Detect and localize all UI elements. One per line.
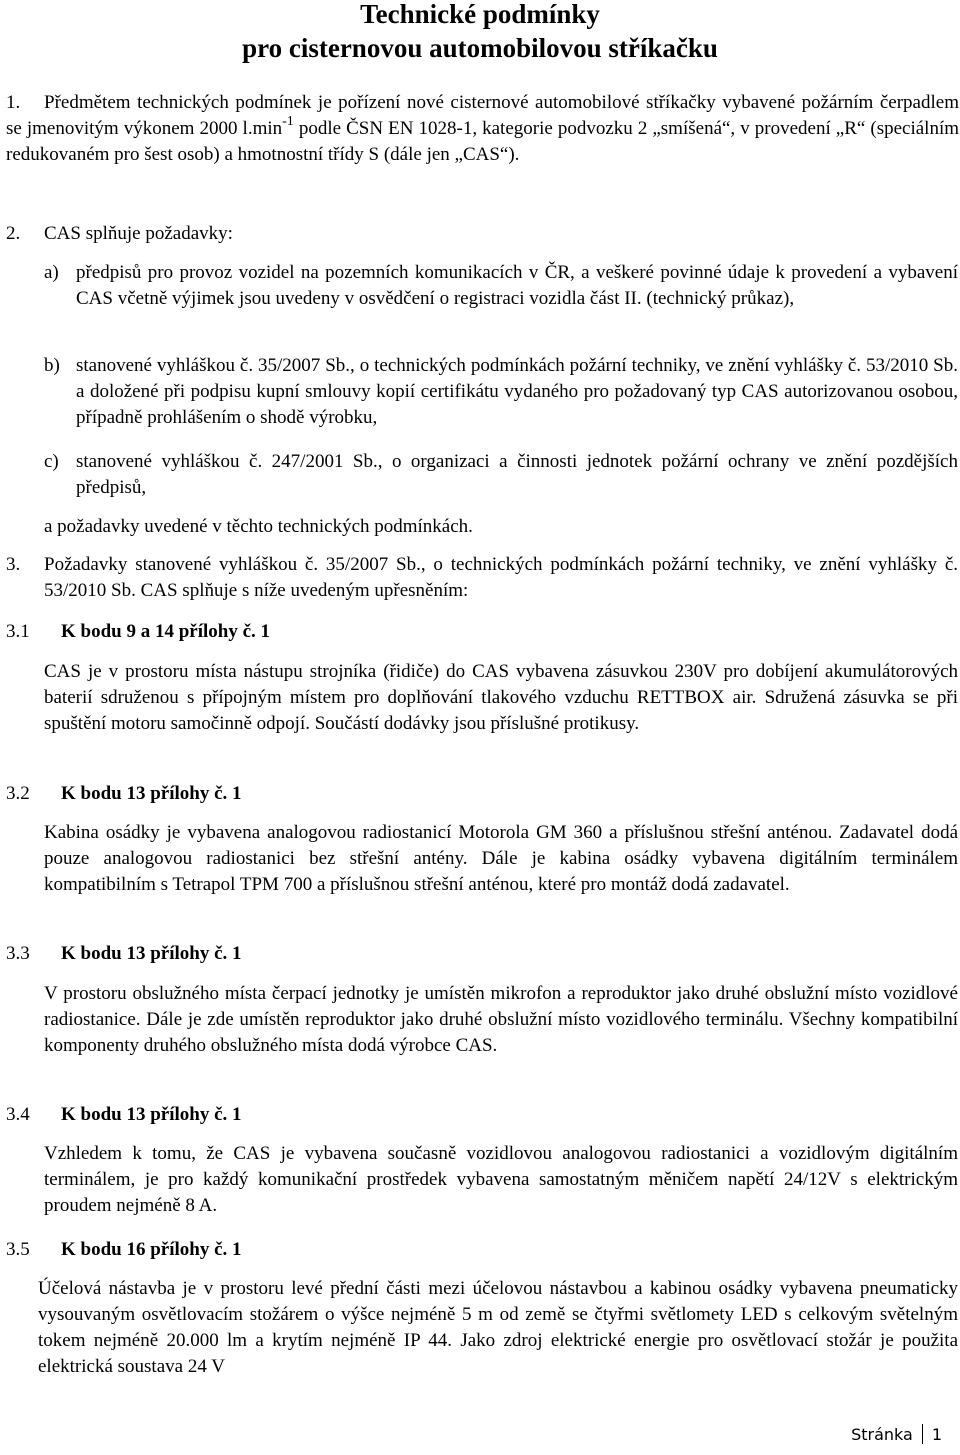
page-number: 1: [931, 1425, 942, 1444]
item1-text-b: podle ČSN EN 1028-1, kategorie podvozku 2 „smíšená“, v provedení „R“ (speciálním redukovaném pro šest osob) a hmotnostní třídy S (dále jen „CAS“).: [6, 118, 960, 165]
section-3-2-number: 3.2: [6, 783, 30, 804]
document-title-line2: pro cisternovou automobilovou stříkačku: [242, 33, 718, 63]
section-3-5-text: Účelová nástavba je v prostoru levé přední části mezi účelovou nástavbou a kabinou osádky vybavena pneumaticky vysouvaným osvětlovacím stožárem o výšce nejméně 5 m od země se čtyřmi světlomety LED s celkovým světelným tokem nejméně 20.000 lm a krytím nejméně IP 44. Jako zdroj elektrické energie pro osvětlovací stožár je použita elektrická soustava 24 V: [38, 1278, 958, 1377]
item3-number: 3.: [6, 554, 21, 575]
item3-text: Požadavky stanovené vyhláškou č. 35/2007 Sb., o technických podmínkách požární techniky, ve znění vyhlášky č. 53/2010 Sb. CAS splňuje s níže uvedeným upřesněním:: [44, 554, 958, 601]
item2-text: CAS splňuje požadavky:: [44, 223, 233, 244]
item2-sub-c-text: stanovené vyhláškou č. 247/2001 Sb., o organizaci a činnosti jednotek požární ochrany ve znění pozdějších předpisů,: [76, 451, 958, 498]
section-3-3-heading: K bodu 13 přílohy č. 1: [61, 943, 242, 964]
page-number-divider: [922, 1424, 923, 1444]
section-3-2-heading: K bodu 13 přílohy č. 1: [61, 783, 242, 804]
page-label: Stránka: [851, 1425, 913, 1444]
item2-sub-a-text: předpisů pro provoz vozidel na pozemních komunikacích v ČR, a veškeré povinné údaje k provedení a vybavení CAS včetně výjimek jsou uvedeny v osvědčení o registraci vozidla část II. (technický průkaz),: [76, 262, 958, 309]
section-3-1-number: 3.1: [6, 621, 30, 642]
page-footer: [851, 1424, 942, 1446]
section-3-4-text: Vzhledem k tomu, že CAS je vybavena současně vozidlovou analogovou radiostanici a vozidlovým digitálním terminálem, je pro každý komunikační prostředek vybavena samostatným měničem napětí 24/12V s elektrickým proudem nejméně 8 A.: [44, 1143, 958, 1216]
item1-number: 1.: [6, 92, 21, 113]
section-3-1-text: CAS je v prostoru místa nástupu strojníka (řidiče) do CAS vybavena zásuvkou 230V pro dobíjení akumulátorových baterií sdruženou s přípojným místem pro doplňování tlakového vzduchu RETTBOX air. Sdružená zásuvka se při spuštění motoru samočinně odpojí. Součástí dodávky jsou příslušné protikusy.: [44, 661, 958, 734]
section-3-3-text: V prostoru obslužného místa čerpací jednotky je umístěn mikrofon a reproduktor jako druhé obslužní místo vozidlové radiostanice. Dále je zde umístěn reproduktor jako druhé obslužní místo vozidlového terminálu. Všechny kompatibilní komponenty druhého obslužného místa dodá výrobce CAS.: [44, 983, 958, 1056]
item1-text-a: Předmětem technických podmínek je pořízení nové cisternové automobilové stříkačky vybavené požárním čerpadlem se jmenovitým výkonem 2000 l.min: [6, 92, 959, 139]
item2-sub-c-label: c): [44, 451, 59, 472]
section-3-4-heading: K bodu 13 přílohy č. 1: [61, 1104, 242, 1125]
section-3-5-number: 3.5: [6, 1239, 30, 1260]
section-3-1-heading: K bodu 9 a 14 přílohy č. 1: [61, 621, 271, 642]
item2-sub-b-text: stanovené vyhláškou č. 35/2007 Sb., o technických podmínkách požární techniky, ve znění vyhlášky č. 53/2010 Sb. a doložené při podpisu kupní smlouvy kopií certifikátu vydaného pro požadovaný typ CAS autorizovanou osobou, případně prohlášením o shodě výrobku,: [76, 355, 958, 428]
item2-number: 2.: [6, 223, 21, 244]
item1-paragraph: [6, 90, 959, 168]
item2-closing: a požadavky uvedené v těchto technických podmínkách.: [44, 516, 473, 537]
document-title-line1: Technické podmínky: [360, 0, 600, 29]
item2-sub-b-label: b): [44, 355, 60, 376]
section-3-3-number: 3.3: [6, 943, 30, 964]
item1-superscript: -1: [282, 114, 294, 129]
item2-sub-a-label: a): [44, 262, 59, 283]
section-3-2-text: Kabina osádky je vybavena analogovou radiostanicí Motorola GM 360 a příslušnou střešní anténou. Zadavatel dodá pouze analogovou radiostanici bez střešní antény. Dále je kabina osádky vybavena digitálním terminálem kompatibilním s Tetrapol TPM 700 a příslušnou střešní anténou, které pro montáž dodá zadavatel.: [44, 822, 958, 895]
section-3-5-heading: K bodu 16 přílohy č. 1: [61, 1239, 242, 1260]
section-3-4-number: 3.4: [6, 1104, 30, 1125]
